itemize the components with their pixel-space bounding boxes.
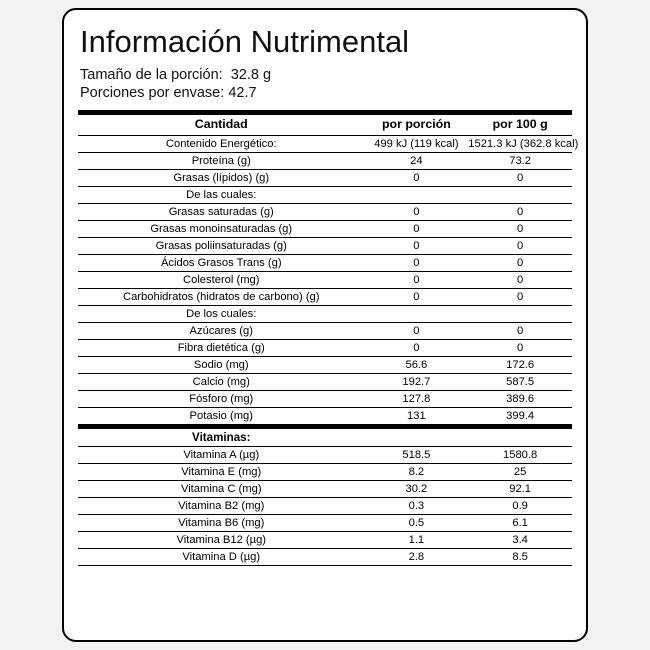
table-row <box>78 135 572 152</box>
table-row <box>78 497 572 514</box>
table-row <box>78 220 572 237</box>
table-row <box>78 446 572 463</box>
row-per-100g: 25 <box>513 465 527 478</box>
row-per-100g: 389.6 <box>506 392 535 405</box>
table-row <box>78 407 572 426</box>
row-per-100g: 0 <box>517 273 524 286</box>
row-label: Carbohidratos (hidratos de carbono) (g) <box>123 290 320 303</box>
row-per-serving: 0 <box>413 273 420 286</box>
servings-per-container-line <box>80 85 572 101</box>
row-per-serving: 0.3 <box>408 499 425 512</box>
row-label: Colesterol (mg) <box>183 273 260 286</box>
table-row <box>78 356 572 373</box>
table-row <box>78 531 572 548</box>
table-header-row <box>78 112 572 135</box>
row-per-100g: 0 <box>517 222 524 235</box>
row-label: Potasio (mg) <box>189 409 253 422</box>
row-label: Proteína (g) <box>191 154 251 167</box>
table-row <box>78 203 572 220</box>
row-label: Ácidos Grasos Trans (g) <box>160 256 282 269</box>
table-row <box>78 339 572 356</box>
row-per-serving: 0 <box>413 324 420 337</box>
table-row <box>78 390 572 407</box>
row-per-serving: 0 <box>413 222 420 235</box>
row-per-100g: 8.5 <box>512 550 528 563</box>
row-per-100g: 92.1 <box>509 482 532 495</box>
row-per-100g: 0 <box>517 205 524 218</box>
row-label: Azúcares (g) <box>189 324 253 337</box>
servings-value: 42.7 <box>228 84 257 101</box>
row-per-serving: 0 <box>413 205 420 218</box>
serving-size-line <box>80 67 572 83</box>
table-row <box>78 288 572 305</box>
vitamins-section-header <box>78 426 572 446</box>
row-per-serving: 192.7 <box>402 375 431 388</box>
serving-size-label: Tamaño de la porción: <box>80 66 223 83</box>
row-label: Calcio (mg) <box>192 375 250 388</box>
row-label: Vitamina A (µg) <box>183 448 260 461</box>
row-per-100g: 3.4 <box>512 533 528 546</box>
column-header-amount: Cantidad <box>194 116 248 131</box>
row-label: Fósforo (mg) <box>189 392 254 405</box>
row-per-100g: 0 <box>517 256 524 269</box>
row-per-100g: 399.4 <box>506 409 535 422</box>
row-label: Vitamina C (mg) <box>180 482 262 495</box>
row-label: Grasas poliinsaturadas (g) <box>155 239 287 252</box>
row-per-100g: 172.6 <box>506 358 535 371</box>
row-per-serving: 131 <box>407 409 426 422</box>
row-per-100g: 0 <box>517 290 524 303</box>
row-label: Grasas (lípidos) (g) <box>173 171 270 184</box>
serving-size-value: 32.8 g <box>230 66 272 83</box>
table-row <box>78 514 572 531</box>
vitamins-header-spacer-a <box>365 426 469 446</box>
table-row <box>78 254 572 271</box>
row-per-serving: 2.8 <box>408 550 425 563</box>
nutrition-facts-panel <box>62 8 588 642</box>
nutrition-table <box>78 110 579 566</box>
row-label: Grasas monoinsaturadas (g) <box>150 222 293 235</box>
table-row <box>78 322 572 339</box>
row-per-serving: 127.8 <box>402 392 431 405</box>
table-row <box>78 305 572 322</box>
table-row <box>78 548 572 565</box>
table-row <box>78 480 572 497</box>
table-row <box>78 237 572 254</box>
row-per-100g: 1580.8 <box>503 448 538 461</box>
row-label: Contenido Energético: <box>165 137 277 150</box>
row-per-serving: 0.5 <box>408 516 425 529</box>
row-per-serving: 0 <box>413 239 420 252</box>
row-label: Fibra dietética (g) <box>177 341 265 354</box>
row-per-serving: 0 <box>413 341 420 354</box>
row-label: Vitamina E (mg) <box>181 465 262 478</box>
row-per-100g: 6.1 <box>512 516 528 529</box>
row-per-serving <box>365 305 469 322</box>
row-per-100g: 587.5 <box>506 375 535 388</box>
vitamins-header-label: Vitaminas: <box>192 430 251 444</box>
row-per-100g: 1521.3 kJ (362.8 kcal) <box>468 137 579 150</box>
row-per-serving: 8.2 <box>408 465 425 478</box>
nutrition-table-body <box>78 135 579 565</box>
page-title: Información Nutrimental <box>80 24 410 59</box>
row-per-serving: 499 kJ (119 kcal) <box>374 137 459 150</box>
row-per-100g <box>468 305 572 322</box>
row-per-100g <box>468 186 572 203</box>
row-per-serving: 518.5 <box>402 448 431 461</box>
row-per-100g: 0 <box>517 341 524 354</box>
row-label: Vitamina D (µg) <box>182 550 261 563</box>
row-label: Vitamina B2 (mg) <box>178 499 265 512</box>
row-per-serving <box>365 186 469 203</box>
table-row <box>78 373 572 390</box>
row-per-100g: 0.9 <box>512 499 528 512</box>
table-row <box>78 186 572 203</box>
row-label: Sodio (mg) <box>193 358 249 371</box>
row-label: Vitamina B12 (µg) <box>176 533 267 546</box>
table-row <box>78 152 572 169</box>
row-per-serving: 0 <box>413 290 420 303</box>
row-per-serving: 56.6 <box>405 358 428 371</box>
table-row <box>78 463 572 480</box>
row-per-serving: 30.2 <box>405 482 428 495</box>
row-label: De las cuales: <box>186 188 257 201</box>
row-per-100g: 0 <box>517 324 524 337</box>
table-row <box>78 169 572 186</box>
row-per-100g: 0 <box>517 171 524 184</box>
row-label: Vitamina B6 (mg) <box>178 516 265 529</box>
row-per-serving: 0 <box>413 171 420 184</box>
row-per-serving: 0 <box>413 256 420 269</box>
row-per-serving: 1.1 <box>408 533 425 546</box>
servings-label: Porciones por envase: <box>80 84 225 101</box>
row-per-100g: 0 <box>517 239 524 252</box>
table-row <box>78 271 572 288</box>
row-per-100g: 73.2 <box>509 154 532 167</box>
column-header-per-serving: por porción <box>381 116 451 131</box>
row-label: De los cuales: <box>186 307 257 320</box>
row-label: Grasas saturadas (g) <box>168 205 274 218</box>
vitamins-header-spacer-b <box>468 426 572 446</box>
row-per-serving: 24 <box>410 154 423 167</box>
column-header-per-100g: por 100 g <box>492 116 548 131</box>
